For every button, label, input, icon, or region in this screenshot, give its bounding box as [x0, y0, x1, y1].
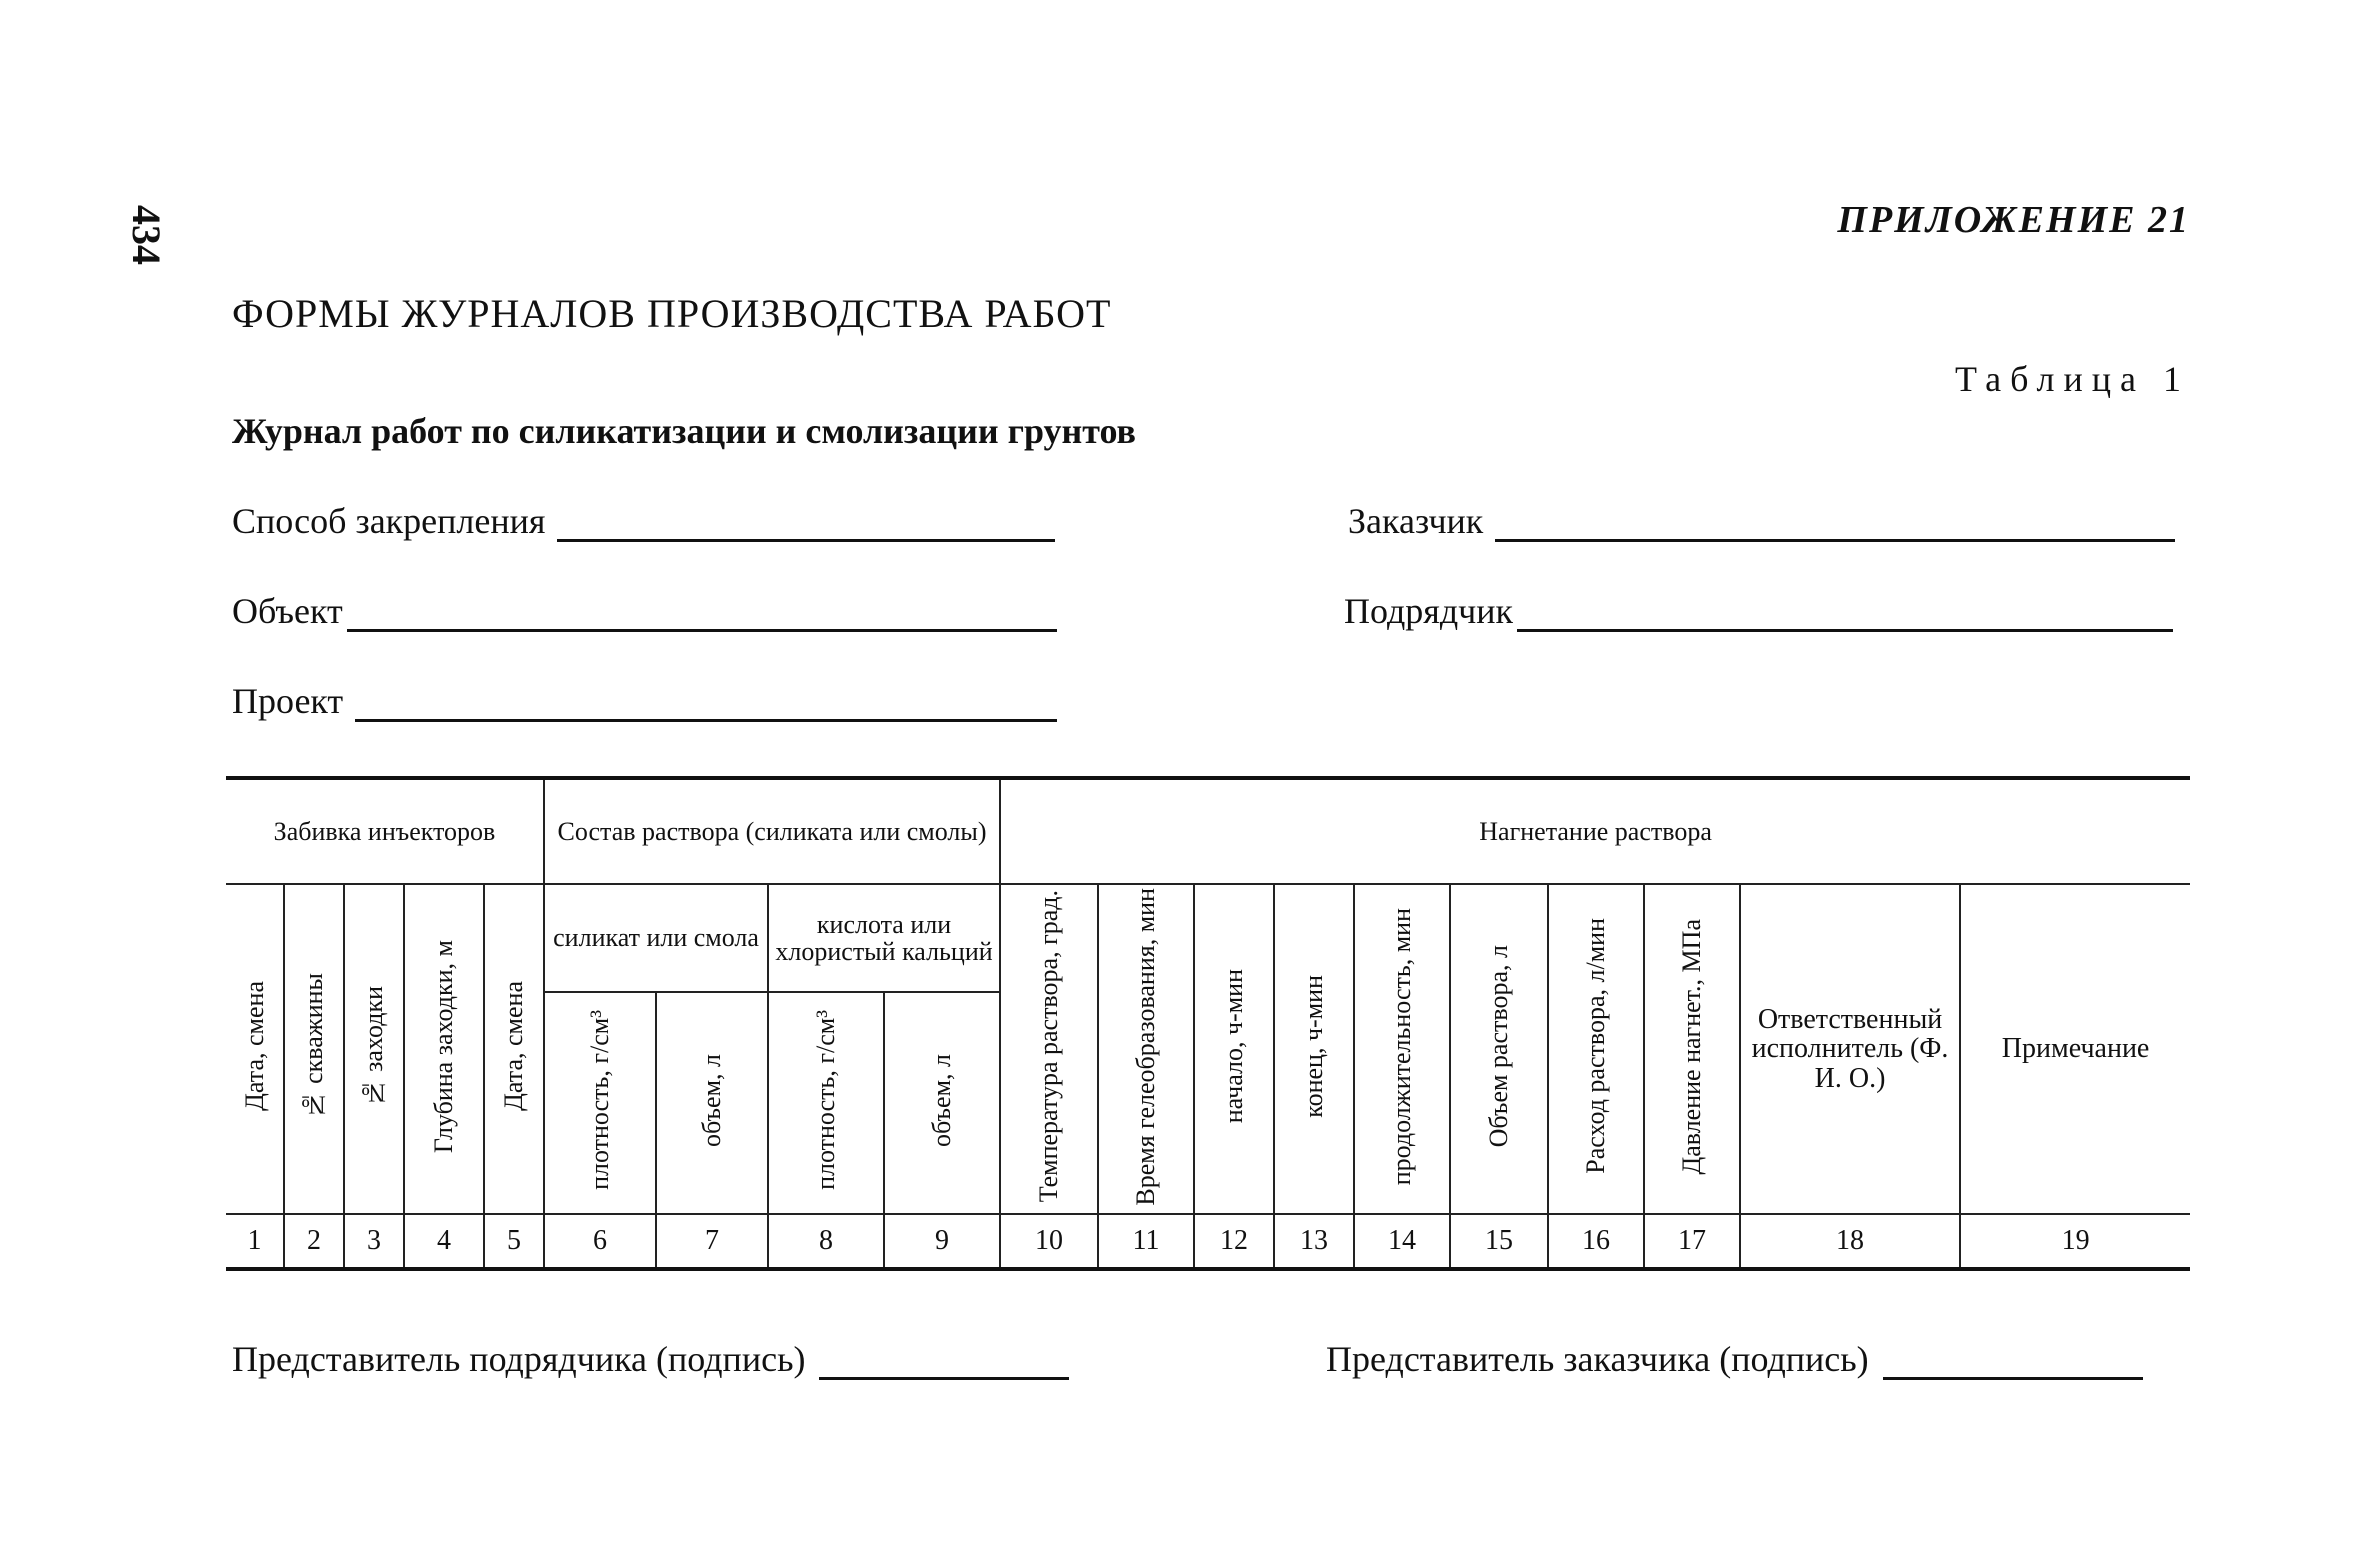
col-header [1000, 884, 1098, 1214]
col-header [284, 884, 344, 1214]
field-object-label: Объект [232, 591, 343, 631]
field-method-line[interactable] [557, 538, 1055, 542]
field-customer-line[interactable] [1495, 538, 2175, 542]
field-contractor [1344, 590, 2173, 632]
col-number: 17 [1644, 1214, 1740, 1269]
col-header-label: Дата, смена [239, 981, 269, 1112]
group-injection: Нагнетание раствора [1000, 778, 2190, 884]
col-header [656, 992, 768, 1214]
col-number: 11 [1098, 1214, 1194, 1269]
document-title: ФОРМЫ ЖУРНАЛОВ ПРОИЗВОДСТВА РАБОТ [232, 291, 1112, 336]
col-header-label: плотность, г/см³ [811, 1010, 841, 1191]
page-number: 434 [124, 205, 169, 265]
col-header [1644, 884, 1740, 1214]
col-header-label: Объем раствора, л [1484, 945, 1514, 1148]
field-customer [1348, 500, 2175, 542]
col-header-label: № заходки [359, 985, 389, 1108]
journal-title: Журнал работ по силикатизации и смолизации грунтов [232, 411, 1136, 451]
col-header [1548, 884, 1644, 1214]
col-number: 3 [344, 1214, 404, 1269]
field-object [232, 590, 1057, 632]
subgroup-silicate: силикат или смола [544, 884, 768, 992]
col-header-label: конец, ч-мин [1299, 975, 1329, 1118]
col-header-label: Температура раствора, град. [1034, 890, 1064, 1203]
col-number: 14 [1354, 1214, 1450, 1269]
signature-customer-label: Представитель заказчика (подпись) [1326, 1339, 1869, 1379]
signature-contractor-line[interactable] [819, 1376, 1069, 1380]
col-header [1194, 884, 1274, 1214]
col-header [484, 884, 544, 1214]
col-number: 18 [1740, 1214, 1960, 1269]
col-header-label: Глубина заходки, м [429, 939, 459, 1153]
col-header-label: объем, л [697, 1053, 727, 1147]
col-number: 9 [884, 1214, 1000, 1269]
col-header-label: Дата, смена [499, 981, 529, 1112]
col-number: 12 [1194, 1214, 1274, 1269]
appendix-heading: ПРИЛОЖЕНИЕ 21 [1837, 199, 2190, 241]
field-project-line[interactable] [355, 718, 1057, 722]
col-header [1450, 884, 1548, 1214]
col-number: 8 [768, 1214, 884, 1269]
group-solution-composition: Состав раствора (силиката или смолы) [544, 778, 1000, 884]
field-project [232, 680, 1057, 722]
signature-contractor [232, 1338, 1069, 1380]
col-header-label: объем, л [927, 1053, 957, 1147]
col-number: 2 [284, 1214, 344, 1269]
col-number: 10 [1000, 1214, 1098, 1269]
col-number: 5 [484, 1214, 544, 1269]
col-header [226, 884, 284, 1214]
signature-customer-line[interactable] [1883, 1376, 2143, 1380]
col-header-label: плотность, г/см³ [585, 1010, 615, 1191]
col-number: 19 [1960, 1214, 2190, 1269]
field-project-label: Проект [232, 681, 344, 721]
col-header-label: Расход раствора, л/мин [1581, 918, 1611, 1175]
col-number: 6 [544, 1214, 656, 1269]
journal-table [226, 776, 2190, 1271]
field-contractor-label: Подрядчик [1344, 591, 1514, 631]
table-label: Таблица 1 [1955, 359, 2190, 399]
signature-customer [1326, 1338, 2143, 1380]
field-object-line[interactable] [347, 628, 1057, 632]
col-header [884, 992, 1000, 1214]
col-header [544, 992, 656, 1214]
col-header-responsible: Ответственный исполнитель (Ф. И. О.) [1740, 884, 1960, 1214]
col-header-label: № скважины [299, 973, 329, 1120]
col-number: 16 [1548, 1214, 1644, 1269]
field-method [232, 500, 1055, 542]
col-header [404, 884, 484, 1214]
col-header [768, 992, 884, 1214]
col-header [344, 884, 404, 1214]
col-header-label: Время гелеобразования, мин [1131, 887, 1161, 1206]
group-injectors: Забивка инъекторов [226, 778, 544, 884]
col-number: 1 [226, 1214, 284, 1269]
col-number: 15 [1450, 1214, 1548, 1269]
col-header [1274, 884, 1354, 1214]
col-number: 7 [656, 1214, 768, 1269]
col-header [1354, 884, 1450, 1214]
subgroup-acid: кислота или хлористый кальций [768, 884, 1000, 992]
field-customer-label: Заказчик [1348, 501, 1484, 541]
col-header-label: Давление нагнет., МПа [1677, 918, 1707, 1175]
field-method-label: Способ закрепления [232, 501, 546, 541]
signature-contractor-label: Представитель подрядчика (подпись) [232, 1339, 806, 1379]
col-number: 4 [404, 1214, 484, 1269]
col-number: 13 [1274, 1214, 1354, 1269]
col-header-note: Примечание [1960, 884, 2190, 1214]
col-header-label: продолжительность, мин [1387, 907, 1417, 1185]
col-header [1098, 884, 1194, 1214]
col-header-label: начало, ч-мин [1219, 969, 1249, 1124]
field-contractor-line[interactable] [1517, 628, 2173, 632]
